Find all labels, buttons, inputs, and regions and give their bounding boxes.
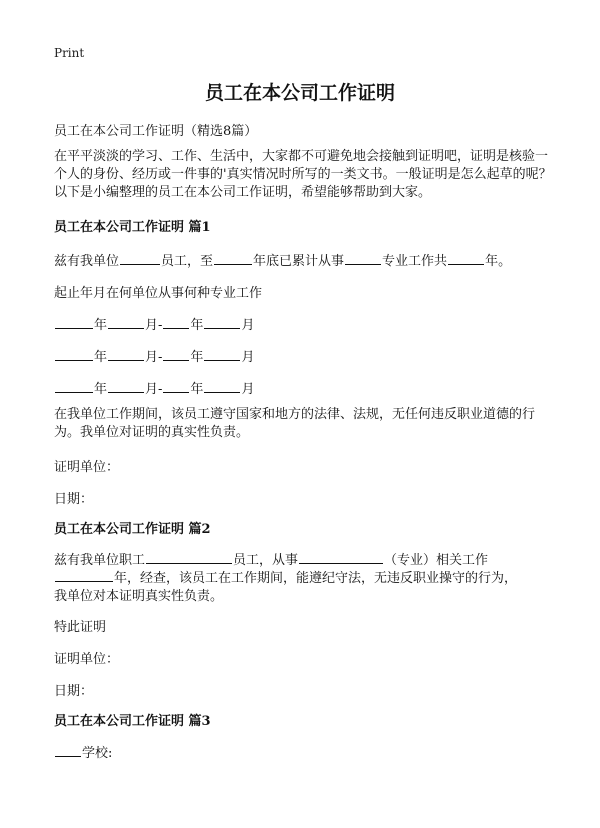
text-segment: 年底已累计从事: [253, 254, 345, 269]
section-2-statement-line: [54, 567, 517, 586]
month-dash-label: 月-: [145, 318, 163, 333]
blank-line: [345, 251, 381, 265]
date-range-row: [54, 346, 254, 365]
text-segment: 兹有我单位: [54, 254, 120, 269]
blank-line: [204, 379, 240, 393]
blank-line: [448, 251, 484, 265]
document-subtitle: 员工在本公司工作证明（精选8篇）: [54, 124, 258, 139]
date-label: 日期：: [54, 492, 94, 507]
blank-line: [55, 568, 113, 582]
month-label: 月: [241, 382, 255, 397]
date-range-row: [54, 314, 254, 333]
text-segment: 年。: [485, 254, 512, 269]
year-label: 年: [94, 382, 108, 397]
blank-line: [163, 315, 189, 329]
month-dash-label: 月-: [145, 382, 163, 397]
school-label: 学校:: [82, 746, 113, 761]
date-label: 日期：: [54, 684, 94, 699]
year-label: 年: [190, 318, 204, 333]
blank-line: [108, 379, 144, 393]
section-2-heading: 员工在本公司工作证明 篇2: [54, 522, 211, 537]
section-1-body: 在我单位工作期间，该员工遵守国家和地方的法律、法规，无任何违反职业道德的行为。我单位对证明的真实性负责。: [54, 407, 536, 440]
section-1-heading: 员工在本公司工作证明 篇1: [54, 220, 211, 235]
year-label: 年: [190, 382, 204, 397]
text-segment: 年，经查，该员工在工作期间，能遵纪守法，无违反职业操守的行为，: [114, 571, 518, 586]
section-2-statement-line: [54, 549, 488, 568]
month-label: 月: [241, 318, 255, 333]
blank-line: [204, 315, 240, 329]
section-2-statement-line: 我单位对本证明真实性负责。: [54, 589, 224, 604]
section-1-period-label: 起止年月在何单位从事何种专业工作: [54, 286, 263, 301]
blank-line: [108, 347, 144, 361]
month-dash-label: 月-: [145, 350, 163, 365]
blank-line: [163, 347, 189, 361]
text-segment: 员工，从事: [233, 553, 299, 568]
text-segment: 专业工作共: [382, 254, 448, 269]
year-label: 年: [190, 350, 204, 365]
blank-line: [163, 379, 189, 393]
date-range-row: [54, 378, 254, 397]
text-segment: 员工，至: [161, 254, 214, 269]
blank-line: [204, 347, 240, 361]
section-1-statement: [54, 250, 511, 269]
page-title: 员工在本公司工作证明: [204, 82, 395, 104]
section-3-heading: 员工在本公司工作证明 篇3: [54, 714, 211, 729]
blank-line: [214, 251, 252, 265]
blank-line: [108, 315, 144, 329]
print-link[interactable]: Print: [54, 46, 85, 60]
year-label: 年: [94, 350, 108, 365]
certifying-unit-label: 证明单位：: [54, 652, 120, 667]
blank-line: [55, 315, 93, 329]
blank-line: [146, 550, 232, 564]
month-label: 月: [241, 350, 255, 365]
text-segment: （专业）相关工作: [384, 553, 489, 568]
certifying-unit-label: 证明单位：: [54, 460, 120, 475]
intro-paragraph: 在平平淡淡的学习、工作、生活中，大家都不可避免地会接触到证明吧，证明是核验一个人的身份、经历或一件事的'真实情况时所写的一类文书。一般证明是怎么起草的呢？以下是小编整理的员工在本公司工作证明，希望能够帮助到大家。: [54, 149, 552, 200]
school-line: [54, 742, 112, 761]
text-segment: 兹有我单位职工: [54, 553, 146, 568]
special-certification-label: 特此证明: [54, 620, 107, 635]
blank-line: [120, 251, 160, 265]
blank-line: [55, 743, 81, 757]
blank-line: [55, 347, 93, 361]
year-label: 年: [94, 318, 108, 333]
blank-line: [55, 379, 93, 393]
blank-line: [299, 550, 383, 564]
